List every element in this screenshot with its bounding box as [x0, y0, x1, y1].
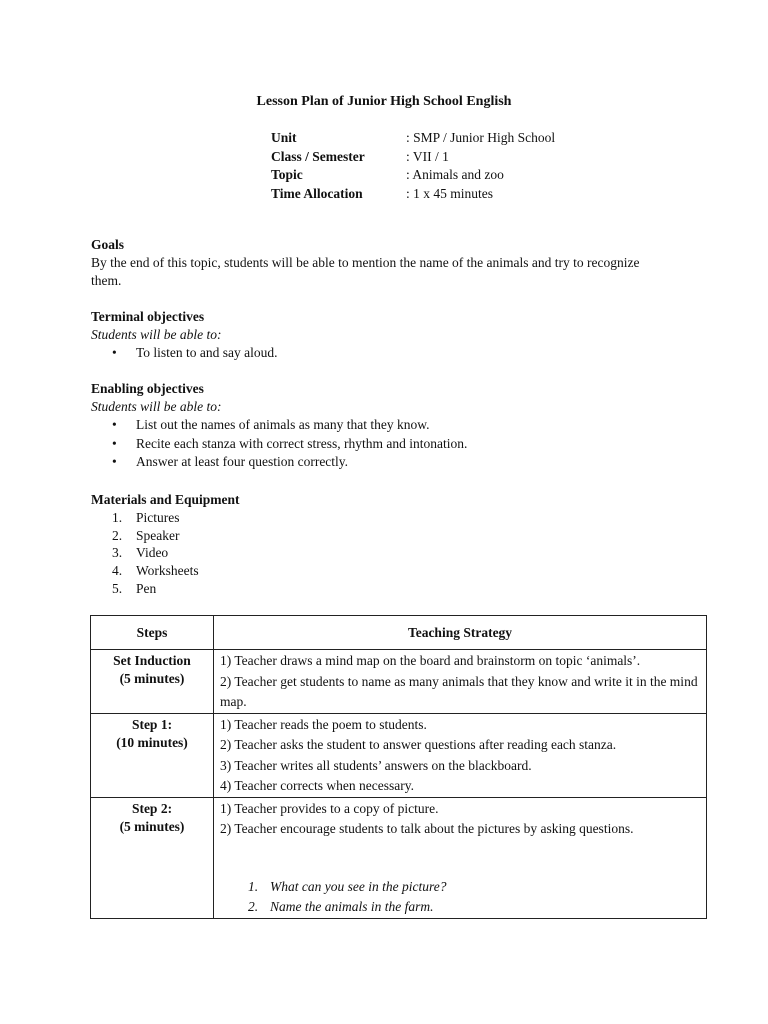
list-number: 4.: [112, 563, 123, 579]
list-text: Worksheets: [136, 563, 199, 579]
strategy-cell: [214, 797, 707, 918]
list-item: • List out the names of animals as many that they know.: [91, 416, 691, 435]
step-cell: [91, 797, 214, 918]
list-number: 2.: [248, 899, 259, 914]
table-row: [91, 650, 707, 714]
step-cell: [91, 713, 214, 797]
info-value: : SMP / Junior High School: [406, 130, 556, 145]
goals-text: By the end of this topic, students will be able to mention the name of the animals and try to recognize them.: [91, 255, 640, 288]
info-label: Unit: [271, 130, 297, 145]
table-row: [91, 797, 707, 918]
terminal-objectives-section: [91, 308, 691, 363]
info-value: : VII / 1: [406, 148, 449, 164]
enabling-objectives-section: [91, 380, 691, 472]
enabling-heading: Enabling objectives: [91, 381, 204, 396]
goals-section: [91, 236, 691, 290]
goals-heading: Goals: [91, 237, 125, 252]
list-item: • Answer at least four question correctly.: [91, 453, 691, 472]
list-number: 1.: [248, 878, 259, 894]
teaching-strategy-table: [90, 615, 707, 919]
info-label: Topic: [271, 167, 303, 182]
strategy-line: 1) Teacher draws a mind map on the board and brainstorm on topic ‘animals’.: [220, 653, 641, 668]
list-item: [220, 877, 700, 898]
info-value: : Animals and zoo: [406, 167, 504, 182]
info-row-time: [271, 185, 555, 204]
strategy-line: 2) Teacher encourage students to talk about the pictures by asking questions.: [220, 821, 634, 836]
list-item: [91, 509, 691, 527]
list-number: 3.: [112, 545, 123, 561]
column-header-strategy: Teaching Strategy: [214, 616, 707, 650]
strategy-line: 3) Teacher writes all students’ answers on the blackboard.: [220, 757, 532, 773]
materials-section: [91, 491, 691, 598]
step-name: Step 1:: [131, 716, 173, 732]
strategy-cell: [214, 650, 707, 714]
table-header-row: [91, 616, 707, 650]
list-number: 5.: [112, 580, 123, 596]
strategy-line: 2) Teacher asks the student to answer questions after reading each stanza.: [220, 737, 617, 752]
lesson-info: [271, 129, 555, 203]
list-text: Name the animals in the farm.: [270, 899, 434, 914]
step-time: (5 minutes): [119, 671, 185, 686]
list-text: Speaker: [136, 527, 180, 543]
enabling-list: [91, 416, 691, 472]
column-header-steps: Steps: [91, 616, 214, 650]
list-item: • To listen to and say aloud.: [91, 344, 691, 363]
step-name: Set Induction: [113, 653, 191, 668]
list-item: [220, 897, 700, 918]
info-value: : 1 x 45 minutes: [406, 185, 493, 201]
step-time: (5 minutes): [119, 818, 185, 834]
terminal-heading: Terminal objectives: [91, 309, 205, 324]
question-list: [220, 877, 700, 918]
terminal-intro: Students will be able to:: [91, 327, 222, 342]
list-item: [91, 527, 691, 545]
strategy-cell: [214, 713, 707, 797]
list-item: [91, 544, 691, 562]
step-name: Step 2:: [131, 800, 173, 816]
table-row: [91, 713, 707, 797]
info-label: Time Allocation: [271, 185, 363, 201]
list-item: [91, 580, 691, 598]
enabling-intro: Students will be able to:: [91, 399, 222, 414]
list-item: • Recite each stanza with correct stress, rhythm and intonation.: [91, 435, 691, 454]
materials-list: [91, 509, 691, 598]
list-text: Pen: [136, 580, 157, 596]
materials-heading: Materials and Equipment: [91, 492, 240, 507]
list-number: 2.: [112, 527, 123, 543]
info-label: Class / Semester: [271, 148, 365, 164]
strategy-line: 4) Teacher corrects when necessary.: [220, 778, 414, 793]
strategy-line: 1) Teacher provides to a copy of picture.: [220, 800, 439, 816]
list-item: [91, 562, 691, 580]
info-row-unit: [271, 129, 555, 148]
list-number: 1.: [112, 510, 123, 525]
step-time: (10 minutes): [116, 734, 188, 750]
list-text: What can you see in the picture?: [270, 878, 447, 894]
step-cell: [91, 650, 214, 714]
strategy-line: 2) Teacher get students to name as many animals that they know and write it in the mind map.: [220, 673, 698, 709]
document-title: Lesson Plan of Junior High School English: [256, 94, 512, 109]
terminal-list: [91, 344, 691, 363]
info-row-topic: [271, 166, 555, 185]
info-row-class: [271, 148, 555, 167]
list-text: Pictures: [136, 510, 180, 525]
strategy-line: 1) Teacher reads the poem to students.: [220, 716, 427, 732]
list-text: Video: [136, 545, 169, 561]
